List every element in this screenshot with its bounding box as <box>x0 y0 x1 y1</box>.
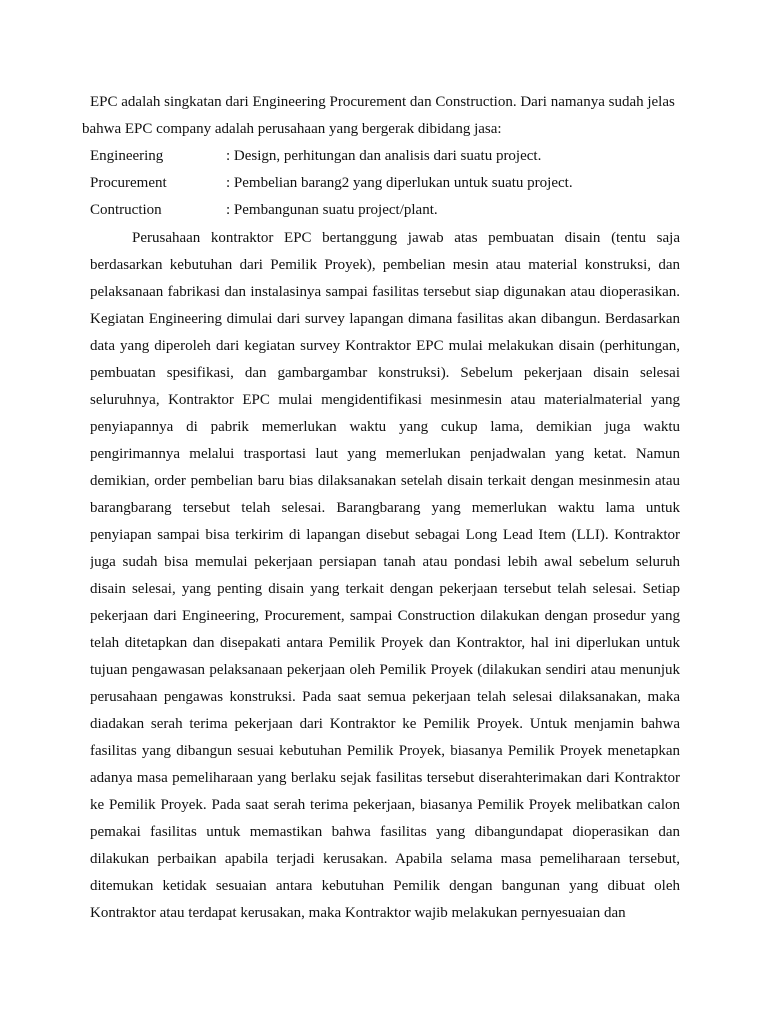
paragraph-line: juga sudah bisa memulai pekerjaan persiapan tanah atau pondasi lebih awal sebelum seluruh <box>90 554 680 570</box>
paragraph-line: diadakan serah terima pekerjaan dari Kontraktor ke Pemilik Proyek. Untuk menjamin bahwa <box>90 716 680 732</box>
paragraph-line: adanya masa pemeliharaan yang berlaku sejak fasilitas tersebut diserahterimakan dari Kontraktor <box>90 770 680 786</box>
definition-desc-engineering: : Design, perhitungan dan analisis dari suatu project. <box>226 148 542 164</box>
paragraph-line: pengirimannya melalui trasportasi laut yang memerlukan penjadwalan yang ketat. Namun <box>90 446 680 462</box>
paragraph-line: fasilitas yang dibangun sesuai kebutuhan Pemilik Proyek, biasanya Pemilik Proyek menetapkan <box>90 743 680 759</box>
intro-line-2: bahwa EPC company adalah perusahaan yang bergerak dibidang jasa: <box>82 121 502 137</box>
paragraph-line: seluruhnya, Kontraktor EPC mulai mengidentifikasi mesinmesin atau materialmaterial yang <box>90 392 680 408</box>
paragraph-line: penyiapannya di pabrik memerlukan waktu yang cukup lama, demikian juga waktu <box>90 419 680 435</box>
paragraph-line: Perusahaan kontraktor EPC bertanggung jawab atas pembuatan disain (tentu saja <box>132 230 680 246</box>
paragraph-line: ke Pemilik Proyek. Pada saat serah terima pekerjaan, biasanya Pemilik Proyek melibatkan calon <box>90 797 680 813</box>
definition-desc-contruction: : Pembangunan suatu project/plant. <box>226 202 438 218</box>
paragraph-line-last: Kontraktor atau terdapat kerusakan, maka Kontraktor wajib melakukan pernyesuaian dan <box>90 905 626 921</box>
definition-term-procurement: Procurement <box>90 175 167 191</box>
paragraph-line: telah ditetapkan dan disepakati antara Pemilik Proyek dan Kontraktor, hal ini diperlukan untuk <box>90 635 680 651</box>
paragraph-line: barangbarang tersebut telah selesai. Barangbarang yang memerlukan waktu lama untuk <box>90 500 680 516</box>
paragraph-line: dilakukan perbaikan apabila terjadi kerusakan. Apabila selama masa pemeliharaan tersebut, <box>90 851 680 867</box>
paragraph-line: disain selesai, yang penting disain yang terkait dengan pekerjaan tersebut telah selesai. Setiap <box>90 581 680 597</box>
paragraph-line: perusahaan pengawas konstruksi. Pada saat semua pekerjaan telah selesai dilaksanakan, maka <box>90 689 680 705</box>
paragraph-line: pekerjaan dari Engineering, Procurement, sampai Construction dilakukan dengan prosedur yang <box>90 608 680 624</box>
paragraph-line: berdasarkan kebutuhan dari Pemilik Proyek), pembelian mesin atau material konstruksi, dan <box>90 257 680 273</box>
paragraph-line: Kegiatan Engineering dimulai dari survey lapangan dimana fasilitas akan dibangun. Berdasarkan <box>90 311 680 327</box>
definition-term-contruction: Contruction <box>90 202 162 218</box>
paragraph-line: pemakai fasilitas untuk memastikan bahwa fasilitas yang dibangundapat dioperasikan dan <box>90 824 680 840</box>
definition-term-engineering: Engineering <box>90 148 164 164</box>
paragraph-line: data yang diperoleh dari kegiatan survey Kontraktor EPC mulai melakukan disain (perhitungan, <box>90 338 680 354</box>
paragraph-line: demikian, order pembelian baru bias dilaksanakan setelah disain terkait dengan mesinmesin atau <box>90 473 680 489</box>
paragraph-line: pelaksanaan fabrikasi dan instalasinya sampai fasilitas tersebut siap digunakan atau dioperasikan. <box>90 284 680 300</box>
paragraph-line: pembuatan spesifikasi, dan gambargambar konstruksi). Sebelum pekerjaan disain selesai <box>90 365 680 381</box>
paragraph-line: tujuan pengawasan pelaksanaan pekerjaan oleh Pemilik Proyek (dilakukan sendiri atau menunjuk <box>90 662 680 678</box>
paragraph-line: penyiapan sampai bisa terkirim di lapangan disebut sebagai Long Lead Item (LLI). Kontraktor <box>90 527 680 543</box>
paragraph-line: ditemukan ketidak sesuaian antara kebutuhan Pemilik dengan bangunan yang dibuat oleh <box>90 878 680 894</box>
definition-desc-procurement: : Pembelian barang2 yang diperlukan untuk suatu project. <box>226 175 573 191</box>
intro-line-1: EPC adalah singkatan dari Engineering Procurement dan Construction. Dari namanya sudah jelas <box>90 94 675 110</box>
